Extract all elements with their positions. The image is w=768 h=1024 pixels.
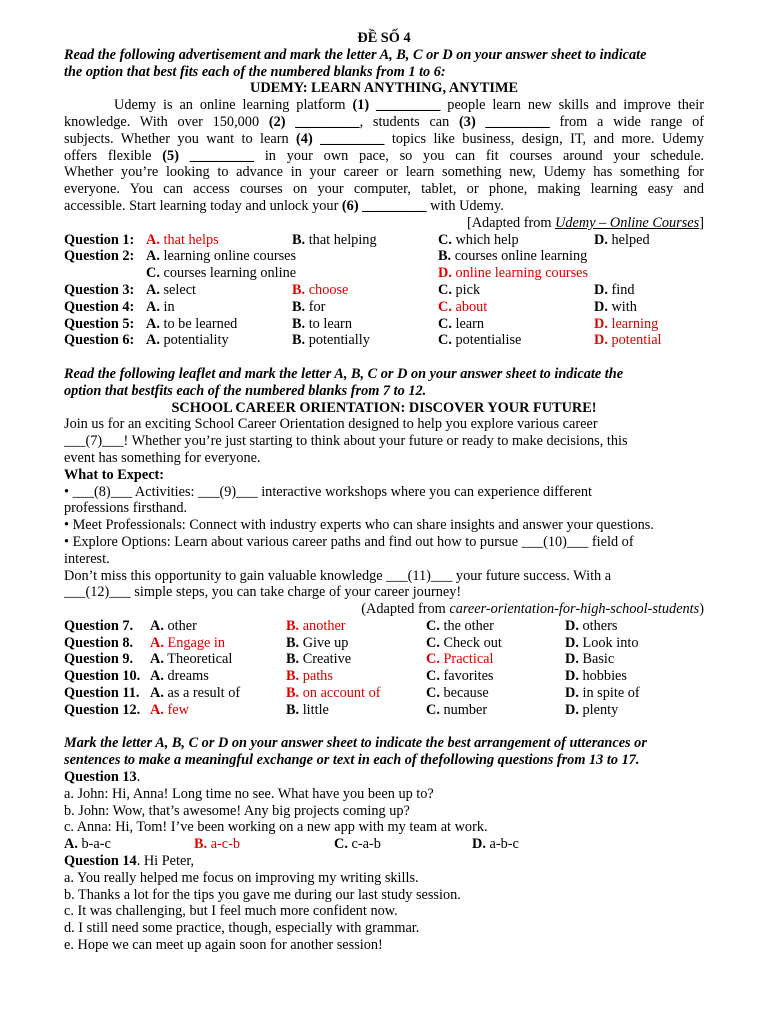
option-b[interactable]: B. a-c-b	[194, 836, 241, 853]
exam-title: ĐỀ SỐ 4	[357, 30, 411, 46]
option-c[interactable]: C. pick	[438, 281, 481, 298]
option-c[interactable]: C. Check out	[426, 634, 502, 651]
question-row: Question 10. A. dreams B. paths C. favorites D. hobbies	[64, 668, 627, 685]
text-line: b. Thanks a lot for the tips you gave me during our last study session.	[64, 886, 461, 903]
question14-label: Question 14. Hi Peter,	[64, 853, 195, 870]
option-d[interactable]: D. helped	[594, 231, 650, 248]
leaflet-source: (Adapted from career-orientation-for-high-school-students)	[361, 601, 704, 618]
passage1-line: Whether you’re looking to advance in your career or learn something new, Udemy has something for	[64, 164, 704, 181]
dialogue-line: c. Anna: Hi, Tom! I’ve been working on a new app with my team at work.	[64, 819, 488, 836]
option-c[interactable]: C. about	[438, 298, 488, 315]
option-b[interactable]: B. that helping	[292, 231, 377, 248]
option-a[interactable]: A. that helps	[146, 231, 219, 248]
option-b[interactable]: B. to learn	[292, 315, 352, 332]
passage1-source: [Adapted from Udemy – Online Courses]	[466, 214, 704, 231]
option-b[interactable]: B. on account of	[286, 685, 381, 702]
option-d[interactable]: D. find	[594, 281, 635, 298]
leaflet-subheading: What to Expect:	[64, 466, 165, 483]
option-d[interactable]: D. Look into	[565, 634, 639, 651]
question-row: Question 1: A. that helps B. that helping C. which help D. helped	[64, 231, 650, 248]
option-c[interactable]: C. because	[426, 685, 489, 702]
option-b[interactable]: B. choose	[292, 281, 349, 298]
option-a[interactable]: A. potentiality	[146, 332, 229, 349]
section3-instruction-l2: sentences to make a meaningful exchange or text in each of thefollowing questions from 13 to 17.	[64, 752, 640, 769]
option-d[interactable]: D. in spite of	[565, 685, 640, 702]
question-row	[64, 836, 704, 853]
passage1-line: Udemy is an online learning platform (1) _________ people learn new skills and improve their	[114, 97, 705, 114]
section1-heading: UDEMY: LEARN ANYTHING, ANYTIME	[250, 80, 518, 97]
exam-page	[64, 30, 704, 954]
leaflet-line: • Meet Professionals: Connect with industry experts who can share insights and answer your questions.	[64, 517, 654, 534]
option-c[interactable]: C. potentialise	[438, 332, 522, 349]
option-b[interactable]: B. Give up	[286, 634, 349, 651]
option-c[interactable]: C. Practical	[426, 651, 494, 668]
option-c[interactable]: C. c-a-b	[334, 836, 381, 853]
option-c[interactable]: C. which help	[438, 231, 519, 248]
leaflet-line: • Explore Options: Learn about various career paths and find out how to pursue ___(10)___ field of	[64, 533, 634, 550]
option-a[interactable]: A. Theoretical	[150, 651, 233, 668]
option-d[interactable]: D. plenty	[565, 701, 619, 718]
option-d[interactable]: D. learning	[594, 315, 659, 332]
text-line: c. It was challenging, but I feel much more confident now.	[64, 903, 398, 920]
option-a[interactable]: A. few	[150, 701, 189, 718]
leaflet-line: event has something for everyone.	[64, 449, 261, 466]
text-line: d. I still need some practice, though, especially with grammar.	[64, 920, 420, 937]
option-d[interactable]: D. online learning courses	[438, 265, 589, 282]
dialogue-line: b. John: Wow, that’s awesome! Any big projects coming up?	[64, 802, 410, 819]
section1-instruction-l1: Read the following advertisement and mark the letter A, B, C or D on your answer sheet to indicate	[64, 46, 647, 63]
question-row: Question 3: A. select B. choose C. pick D. find	[64, 281, 635, 298]
question-row	[64, 265, 704, 282]
passage1-line: knowledge. With over 150,000 (2) _________, students can (3) _________ from a wide range of	[64, 113, 704, 130]
option-b[interactable]: B. another	[286, 617, 346, 634]
text-line: e. Hope we can meet up again soon for another session!	[64, 937, 383, 954]
section2-heading: SCHOOL CAREER ORIENTATION: DISCOVER YOUR FUTURE!	[171, 399, 597, 416]
leaflet-line: Join us for an exciting School Career Orientation designed to help you explore various career	[64, 416, 598, 433]
section2-instruction-l2: option that bestfits each of the numbered blanks from 7 to 12.	[64, 382, 427, 399]
option-c[interactable]: C. courses learning online	[146, 265, 297, 282]
leaflet-line: Don’t miss this opportunity to gain valuable knowledge ___(11)___ your future success. With a	[64, 567, 612, 584]
leaflet-line: interest.	[64, 550, 110, 567]
question-row: Question 12. A. few B. little C. number D. plenty	[64, 701, 619, 718]
option-d[interactable]: D. a-b-c	[472, 836, 519, 853]
option-a[interactable]: A. select	[146, 281, 197, 298]
option-b[interactable]: B. Creative	[286, 651, 352, 668]
question-row: Question 11. A. as a result of B. on account of C. because D. in spite of	[64, 685, 640, 702]
option-a[interactable]: A. learning online courses	[146, 248, 297, 265]
passage1-line: accessible. Start learning today and unlock your (6) _________ with Udemy.	[64, 197, 504, 214]
option-c[interactable]: C. the other	[426, 617, 494, 634]
option-a[interactable]: A. to be learned	[146, 315, 238, 332]
option-a[interactable]: A. dreams	[150, 668, 209, 685]
question13-label: Question 13.	[64, 769, 141, 786]
passage1-line: subjects. Whether you want to learn (4) _________ topics like business, design, IT, and more. Udemy	[64, 130, 705, 147]
section2-instruction-l1: Read the following leaflet and mark the letter A, B, C or D on your answer sheet to indicate the	[64, 365, 624, 382]
question-row: Question 6: A. potentiality B. potentially C. potentialise D. potential	[64, 332, 662, 349]
section1-instruction-l2: the option that best fits each of the numbered blanks from 1 to 6:	[64, 63, 446, 80]
option-d[interactable]: D. others	[565, 617, 618, 634]
option-d[interactable]: D. Basic	[565, 651, 615, 668]
option-d[interactable]: D. hobbies	[565, 668, 627, 685]
passage1-line: offers flexible (5) _________ in your own pace, so you can fit courses around your schedule.	[64, 147, 704, 164]
question-row: Question 8. A. Engage in B. Give up C. Check out D. Look into	[64, 634, 639, 651]
leaflet-line: • ___(8)___ Activities: ___(9)___ interactive workshops where you can experience different	[64, 483, 593, 500]
dialogue-line: a. John: Hi, Anna! Long time no see. What have you been up to?	[64, 785, 434, 802]
option-d[interactable]: D. potential	[594, 332, 662, 349]
option-b[interactable]: B. courses online learning	[438, 248, 588, 265]
option-b[interactable]: B. for	[292, 298, 326, 315]
option-a[interactable]: A. b-a-c	[64, 836, 111, 853]
question-row: Question 2: A. learning online courses B. courses online learning	[64, 248, 588, 265]
option-c[interactable]: C. number	[426, 701, 488, 718]
leaflet-line: professions firsthand.	[64, 500, 188, 517]
leaflet-line: ___(12)___ simple steps, you can take charge of your career journey!	[64, 584, 462, 601]
option-b[interactable]: B. little	[286, 701, 329, 718]
option-a[interactable]: A. other	[150, 617, 197, 634]
option-c[interactable]: C. learn	[438, 315, 485, 332]
option-a[interactable]: A. Engage in	[150, 634, 226, 651]
section3-instruction-l1: Mark the letter A, B, C or D on your answer sheet to indicate the best arrangement of utterances or	[64, 735, 647, 752]
option-c[interactable]: C. favorites	[426, 668, 494, 685]
text-line: a. You really helped me focus on improving my writing skills.	[64, 869, 419, 886]
option-b[interactable]: B. potentially	[292, 332, 370, 349]
question-row: Question 5: A. to be learned B. to learn C. learn D. learning	[64, 315, 659, 332]
leaflet-line: ___(7)___! Whether you’re just starting to think about your future or ready to make decisions, this	[64, 433, 628, 450]
option-a[interactable]: A. as a result of	[150, 685, 241, 702]
question-row: Question 9. A. Theoretical B. Creative C. Practical D. Basic	[64, 651, 615, 668]
option-d[interactable]: D. with	[594, 298, 637, 315]
question-row: Question 4: A. in B. for C. about D. with	[64, 298, 637, 315]
option-b[interactable]: B. paths	[286, 668, 333, 685]
passage1-line: everyone. You can access courses on your computer, tablet, or phone, making learning easy and	[64, 181, 704, 198]
option-a[interactable]: A. in	[146, 298, 175, 315]
question-row: Question 7. A. other B. another C. the other D. others	[64, 617, 618, 634]
